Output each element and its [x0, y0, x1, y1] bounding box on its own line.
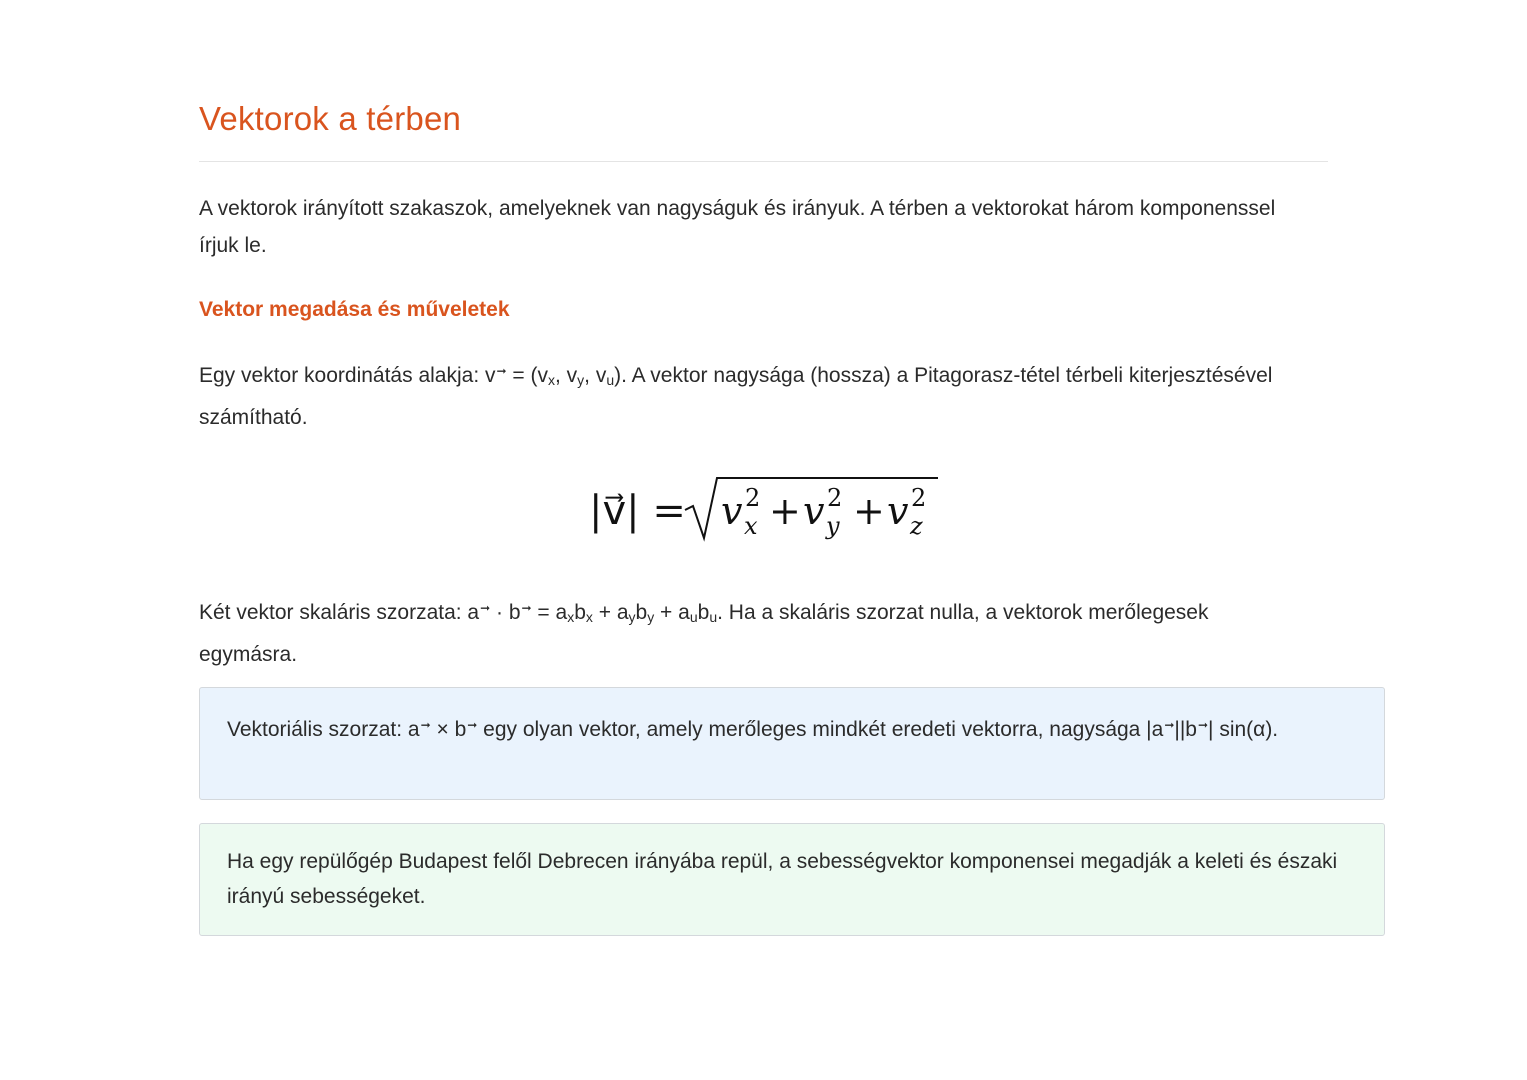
dot-eq: = a [531, 601, 568, 624]
formula-plus-1: + [769, 489, 801, 533]
dot-sub-2: x [585, 609, 593, 625]
info-part-5: | sin(α). [1208, 718, 1279, 741]
vector-arrow-icon: ➞ [420, 718, 431, 732]
coord-sub-u: u [606, 372, 615, 388]
info-box [199, 687, 1385, 800]
formula-term2-sub: y [826, 512, 840, 540]
info-part-3: egy olyan vektor, amely merőleges mindkét eredeti vektorra, nagysága |a [477, 718, 1164, 741]
formula-term3-base: v [887, 489, 909, 533]
formula-term3-sup: 2 [911, 484, 927, 512]
formula-term3-sub: z [910, 512, 923, 540]
formula-term2-sup: 2 [827, 484, 843, 512]
magnitude-formula [589, 468, 949, 548]
info-part-4: ||b [1174, 718, 1197, 741]
vector-v: v [484, 364, 496, 387]
dot-sub-5: u [689, 609, 698, 625]
vector-arrow-icon: ➞ [467, 718, 478, 732]
vector-arrow-icon: ➞ [521, 601, 532, 615]
coordinate-paragraph [199, 353, 1309, 436]
vector-arrow-icon: ➞ [496, 364, 507, 378]
section-heading: Vektor megadása és műveletek [199, 298, 510, 321]
dot-product-paragraph [199, 590, 1309, 673]
dot-sub-1: x [567, 609, 575, 625]
dot-plus-2: + a [654, 601, 690, 624]
formula-term1-sup: 2 [745, 484, 761, 512]
dot-b-3: b [697, 601, 710, 624]
dot-intro: Két vektor skaláris szorzata: a [199, 601, 480, 624]
title-divider [199, 161, 1328, 162]
dot-sub-4: y [647, 609, 655, 625]
coord-intro-text: Egy vektor koordinátás alakja: [199, 364, 485, 387]
dot-b-1: b [574, 601, 586, 624]
coord-sub-x: x [547, 372, 555, 388]
page-title: Vektorok a térben [199, 100, 462, 137]
coord-sep-2: , v [584, 364, 607, 387]
dot-b-2: b [635, 601, 648, 624]
vector-arrow-icon: ➞ [480, 601, 491, 615]
info-part-2: × b [430, 718, 467, 741]
info-part-1: Vektoriális szorzat: a [227, 718, 420, 741]
formula-plus-2: + [853, 489, 885, 533]
formula-term1-sub: x [744, 512, 758, 540]
coord-sub-y: y [577, 372, 585, 388]
dot-sub-6: u [709, 609, 718, 625]
formula-term1-base: v [721, 489, 743, 533]
coord-rest: ). A vektor nagysága (hossza) a Pitagorasz-tétel térbeli kiterjesztésével számítható. [199, 364, 1273, 429]
coord-tail: = (v [506, 364, 548, 387]
intro-paragraph: A vektorok irányított szakaszok, amelyeknek van nagyságuk és irányuk. A térben a vektorokat három komponenssel írjuk le. [199, 197, 1276, 257]
vector-arrow-icon: ➞ [1164, 718, 1175, 732]
dot-mid: · b [490, 601, 521, 624]
formula-lhs: |v⃗| = [589, 488, 686, 534]
dot-plus-1: + a [592, 601, 629, 624]
vector-arrow-icon: ➞ [1197, 718, 1209, 732]
dot-sub-3: y [628, 609, 636, 625]
dot-rest: . Ha a skaláris szorzat nulla, a vektorok merőlegesek egymásra. [199, 601, 1209, 666]
formula-term2-base: v [803, 489, 825, 533]
coord-sep-1: , v [554, 364, 578, 387]
example-box: Ha egy repülőgép Budapest felől Debrecen irányába repül, a sebességvektor komponensei megadják a keleti és északi irányú sebességeket. [199, 823, 1385, 936]
